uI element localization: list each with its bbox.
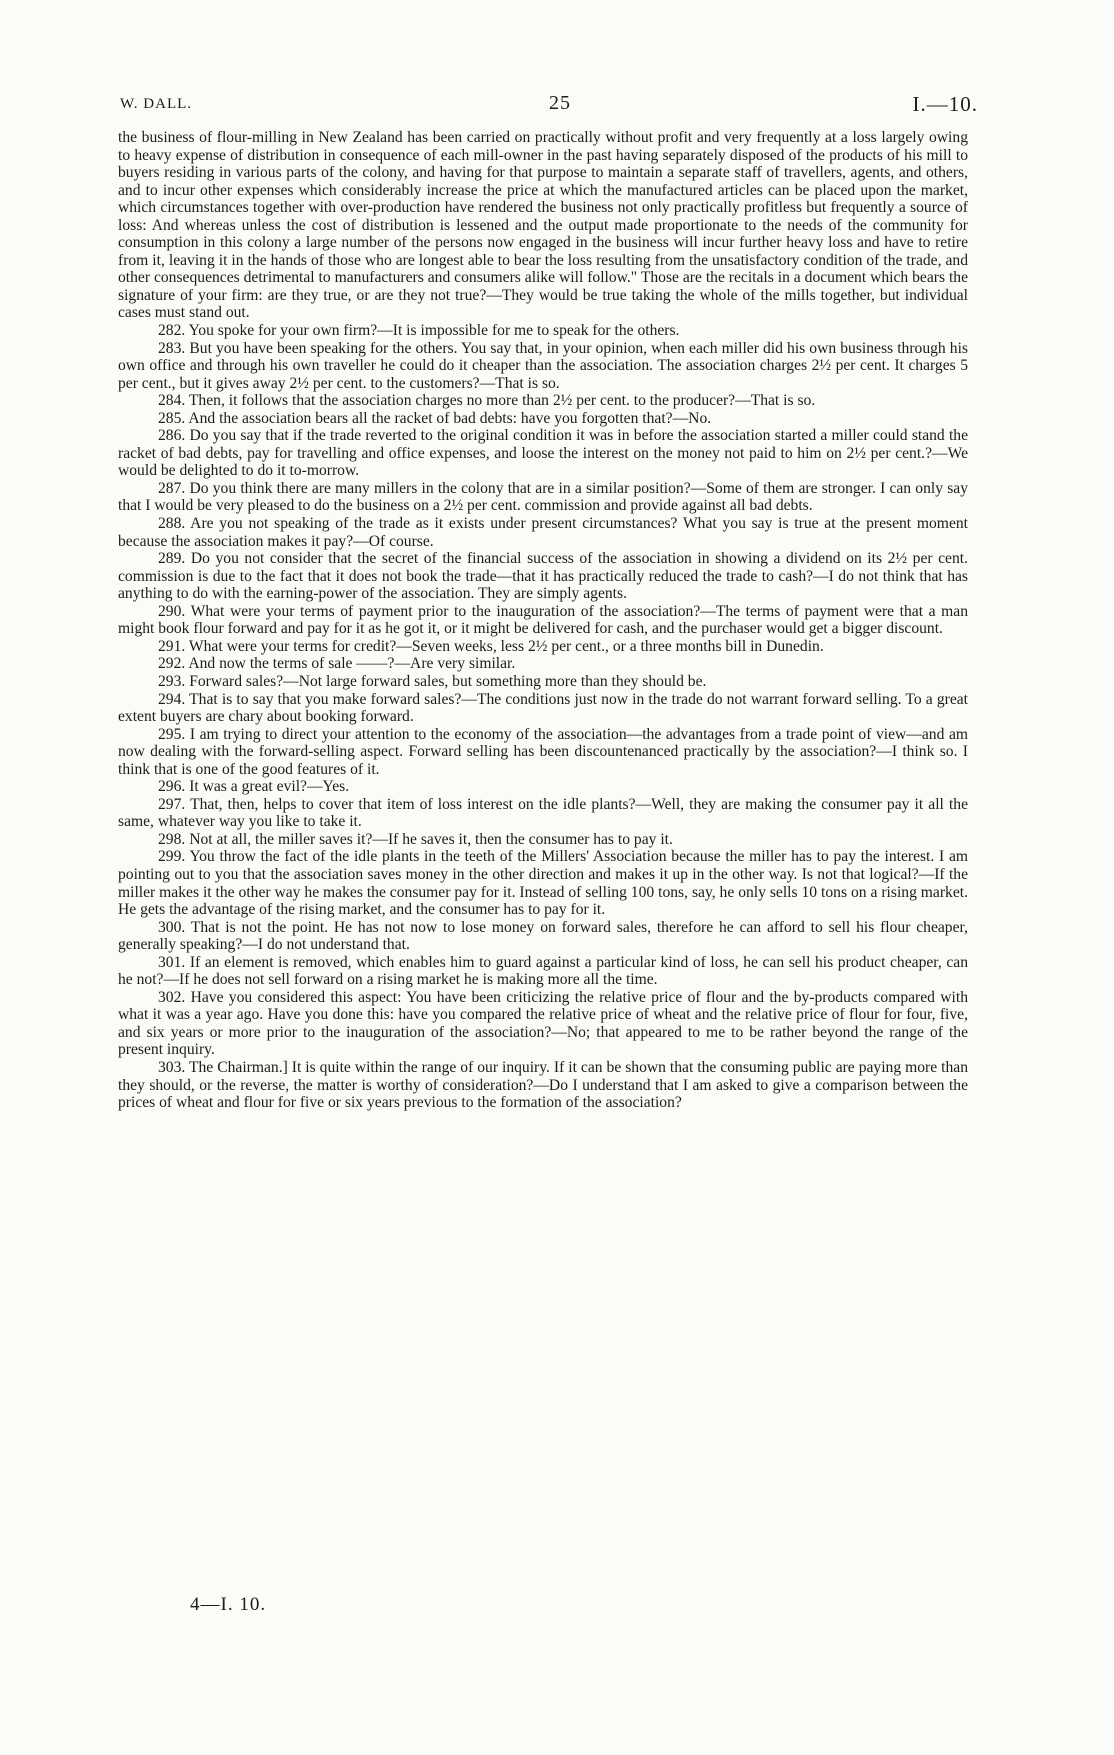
paragraph-302: 302. Have you considered this aspect: You have been criticizing the relative price of flour and the by-products compared with what it was a year ago. Have you done this: have you compared the relative price of wheat and the relative price of flour for four, five, and six years or more prior to the inauguration of the association?—No; that appeared to me to be rather beyond the range of the present inquiry. <box>118 988 968 1059</box>
paragraph-286: 286. Do you say that if the trade reverted to the original condition it was in before the association started a miller could stand the racket of bad debts, pay for travelling and office expenses, and loose the interest on the money not paid to him on 2½ per cent.?—We would be delighted to do it to-morrow. <box>118 427 968 480</box>
paragraph-288: 288. Are you not speaking of the trade as it exists under present circumstances? What you say is true at the present moment because the association makes it pay?—Of course. <box>118 515 968 550</box>
paragraph-283: 283. But you have been speaking for the others. You say that, in your opinion, when each miller did his own business through his own office and through his own traveller he could do it cheaper than the association. The association charges 2½ per cent. It charges 5 per cent., but it gives away 2½ per cent. to the customers?—That is so. <box>118 339 968 392</box>
paragraph-290: 290. What were your terms of payment prior to the inauguration of the association?—The terms of payment were that a man might book flour forward and pay for it as he got it, or it might be delivered for cash, and the purchaser would get a bigger discount. <box>118 602 968 638</box>
paragraph-285: 285. And the association bears all the racket of bad debts: have you forgotten that?—No. <box>158 409 712 427</box>
paragraph-289: 289. Do you not consider that the secret of the financial success of the association in showing a dividend on its 2½ per cent. commission is due to the fact that it does not book the trade—that it has practically reduced the trade to cash?—I do not think that has anything to do with the earning-power of the association. They are simply agents. <box>118 550 968 603</box>
signature-mark: 4—I. 10. <box>190 1594 267 1615</box>
paragraph-284: 284. Then, it follows that the association charges no more than 2½ per cent. to the producer?—That is so. <box>158 392 816 410</box>
page-number: 25 <box>549 92 571 114</box>
paragraph-292: 292. And now the terms of sale ——?—Are very similar. <box>158 655 516 673</box>
paragraph-301: 301. If an element is removed, which enables him to guard against a particular kind of loss, he can sell his product cheaper, can he not?—If he does not sell forward on a rising market he is making more all the time. <box>118 953 968 989</box>
paragraph-continuation: the business of flour-milling in New Zealand has been carried on practically without profit and very frequently at a loss largely owing to heavy expense of distribution in consequence of each mill-owner in the past having separately disposed of the products of his mill to buyers residing in various parts of the colony, and having for that purpose to maintain a separate staff of travellers, agents, and others, and to incur other expenses which considerably increase the price at which the manufactured articles can be placed upon the market, which circumstances together with over-production have rendered the business not only practically profitless but frequently a source of loss: And whereas unless the cost of distribution is lessened and the output made proportionate to the needs of the community for consumption in this colony a large number of the persons now engaged in the business will incur further heavy loss and have to retire from it, leaving it in the hands of those who are longest able to bear the loss resulting from the unsatisfactory condition of the trade, and other consequences detrimental to manufacturers and consumers alike will follow." Those are the recitals in a document which bears the signature of your firm: are they true, or are they not true?—They would be true taking the whole of the mills together, but individual cases must stand out. <box>118 129 968 322</box>
paragraph-282: 282. You spoke for your own firm?—It is impossible for me to speak for the others. <box>158 322 680 340</box>
paragraph-298: 298. Not at all, the miller saves it?—If he saves it, then the consumer has to pay it. <box>158 830 673 848</box>
header-witness-name: W. DALL. <box>120 96 193 112</box>
paragraph-300: 300. That is not the point. He has not now to lose money on forward sales, therefore he can afford to sell his flour cheaper, generally speaking?—I do not understand that. <box>118 918 968 954</box>
paragraph-293: 293. Forward sales?—Not large forward sales, but something more than they should be. <box>158 672 707 690</box>
paragraph-287: 287. Do you think there are many millers in the colony that are in a similar position?—Some of them are stronger. I can only say that I would be very pleased to do the business on a 2½ per cent. commission and provide against all bad debts. <box>118 479 968 515</box>
paragraph-297: 297. That, then, helps to cover that item of loss interest on the idle plants?—Well, they are making the consumer pay it all the same, whatever way you like to take it. <box>118 795 968 831</box>
paragraph-291: 291. What were your terms for credit?—Seven weeks, less 2½ per cent., or a three months bill in Dunedin. <box>158 637 824 655</box>
paragraph-294: 294. That is to say that you make forward sales?—The conditions just now in the trade do not warrant forward selling. To a great extent buyers are chary about booking forward. <box>118 690 968 726</box>
paragraph-303: 303. The Chairman.] It is quite within the range of our inquiry. If it can be shown that the consuming public are paying more than they should, or the reverse, the matter is worthy of consideration?—Do I understand that I am asked to give a comparison between the prices of wheat and flour for five or six years previous to the formation of the association? <box>118 1058 968 1112</box>
document-body <box>118 129 968 1112</box>
paragraph-296: 296. It was a great evil?—Yes. <box>158 778 350 796</box>
paragraph-295: 295. I am trying to direct your attention to the economy of the association—the advantages from a trade point of view—and am now dealing with the forward-selling aspect. Forward selling has been discountenanced practically by the association?—I think so. I think that is one of the good features of it. <box>118 725 968 778</box>
document-reference: I.—10. <box>912 92 978 116</box>
paragraph-299: 299. You throw the fact of the idle plants in the teeth of the Millers' Association because the miller has to pay the interest. I am pointing out to you that the association saves money in the other direction and makes it up in the other way. Is not that logical?—If the miller makes it the other way he makes the consumer pay for it. Instead of selling 100 tons, say, he only sells 10 tons on a rising market. He gets the advantage of the rising market, and the consumer has to pay for it. <box>118 848 968 919</box>
